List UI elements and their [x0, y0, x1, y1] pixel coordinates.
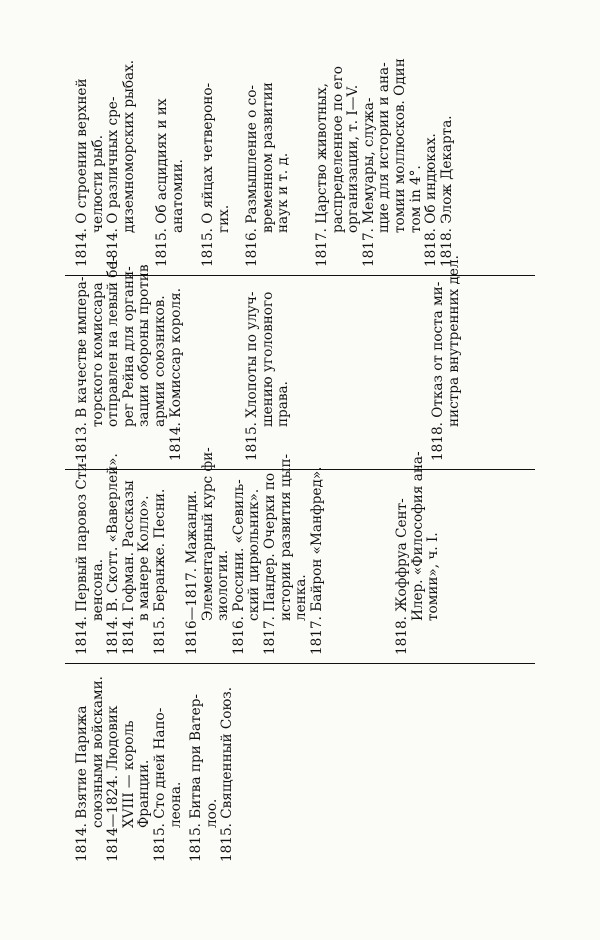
text-line: 1815. О яйцах четвероно- — [200, 82, 216, 267]
text-line: леона. — [167, 781, 184, 828]
text-line: диземноморских рыбах. — [120, 59, 137, 233]
life-entry-1815 — [245, 282, 292, 461]
text-line: 1814. В. Скотт. «Ваверлей». — [105, 453, 122, 655]
text-line: 1813. В качестве импера- — [74, 276, 90, 461]
text-line: права. — [275, 381, 292, 427]
science-entry-1816 — [184, 447, 325, 655]
text-line: 1818. Об индюках. — [423, 133, 440, 267]
text-line: 1814—1824. Людовик — [105, 705, 122, 862]
text-line: 1816—1817. Мажанди. — [184, 490, 200, 655]
text-line: анатомии. — [169, 159, 186, 233]
text-line: челюсти рыб. — [89, 134, 106, 233]
works-entry-1817-1818 — [314, 58, 455, 267]
text-line: 1815. Сто дней Напо- — [151, 707, 168, 862]
rotated-chronology-table — [65, 58, 535, 870]
text-line: 1815. Битва при Ватер- — [188, 694, 204, 862]
text-line: истории развития цып- — [277, 453, 294, 621]
text-line: томии», ч. I. — [425, 532, 442, 621]
text-line: 1817. Байрон «Манфред». — [308, 466, 325, 655]
works-entry-1814 — [74, 59, 137, 267]
text-line: 1818. Элож Декарта. — [438, 115, 455, 267]
text-line: 1817. Пандер. Очерки по — [261, 472, 278, 655]
text-line: 1816. Россини. «Севиль- — [230, 479, 247, 655]
column-history — [65, 664, 535, 870]
text-line: торского комиссара — [89, 282, 106, 427]
text-line: 1817. Царство животных, — [314, 83, 330, 267]
works-entry-1815-ascidians — [155, 76, 186, 267]
text-line: 1814. Первый паровоз Сти- — [74, 458, 90, 655]
text-line: ский цирюльник». — [246, 488, 263, 621]
text-line: 1814. О строении верхней — [74, 78, 90, 267]
text-line: 1814. О различных сре- — [105, 96, 122, 267]
text-line: зиологии. — [215, 549, 232, 621]
text-line: 1814. Комиссар короля. — [167, 287, 184, 461]
text-line: 1815. Беранже. Песни. — [151, 488, 168, 655]
text-line: гих. — [215, 204, 232, 233]
text-line: наук и т. д. — [275, 152, 292, 233]
works-entry-1816 — [245, 76, 292, 267]
column-works — [65, 58, 535, 276]
life-entry-1813 — [74, 256, 184, 461]
column-science-culture — [65, 447, 535, 664]
text-line: XVIII — король — [120, 720, 137, 828]
text-line: временном развитии — [259, 82, 276, 233]
text-line: Илер. «Философия ана- — [409, 451, 426, 621]
text-line: 1818. Отказ от поста ми- — [430, 281, 446, 461]
text-line: лоо. — [203, 798, 220, 828]
text-line: 1816. Размышление о со- — [244, 85, 260, 267]
text-line: 1814. Гофман. Рассказы — [120, 480, 137, 655]
text-line: Элементарный курс фи- — [199, 447, 216, 621]
text-line: распределенное по его — [329, 66, 346, 233]
text-line: томии моллюсков. Один — [391, 58, 408, 233]
text-line: зации обороны против — [136, 264, 153, 427]
text-line: щие для истории и ана- — [376, 62, 393, 233]
text-line: отправлен на левый бе- — [105, 256, 122, 427]
text-line: шению уголовного — [259, 291, 276, 427]
history-entry-1815 — [189, 670, 236, 862]
text-line: союзными войсками. — [89, 676, 106, 828]
text-line: 1818. Жоффруа Сент- — [394, 498, 410, 655]
text-line: 1815. Хлопоты по улуч- — [244, 291, 260, 461]
text-line: 1814. Взятие Парижа — [74, 705, 90, 862]
text-line: организации, т. I—V. — [345, 84, 362, 233]
text-line: 1817. Мемуары, служа- — [360, 97, 377, 267]
text-line: венсона. — [89, 558, 106, 621]
history-entry-1814 — [75, 670, 184, 862]
text-line: нистра внутренних дел. — [445, 255, 462, 427]
text-line: ленка. — [293, 574, 310, 621]
text-line: в манере Колло». — [136, 495, 153, 621]
life-entry-1818 — [430, 255, 462, 461]
works-entry-1815-eggs — [201, 76, 232, 267]
text-line: армии союзников. — [151, 295, 168, 427]
column-life-events — [65, 255, 535, 470]
science-entry-1814 — [74, 453, 169, 655]
science-entry-1818 — [394, 451, 442, 655]
text-line: рег Рейна для органи- — [120, 266, 137, 427]
text-line: том in 4°. — [407, 165, 424, 233]
text-line: Франции. — [136, 759, 153, 828]
text-line: 1815. Об асцидиях и их — [154, 98, 170, 267]
text-line: 1815. Священный Союз. — [219, 686, 236, 862]
